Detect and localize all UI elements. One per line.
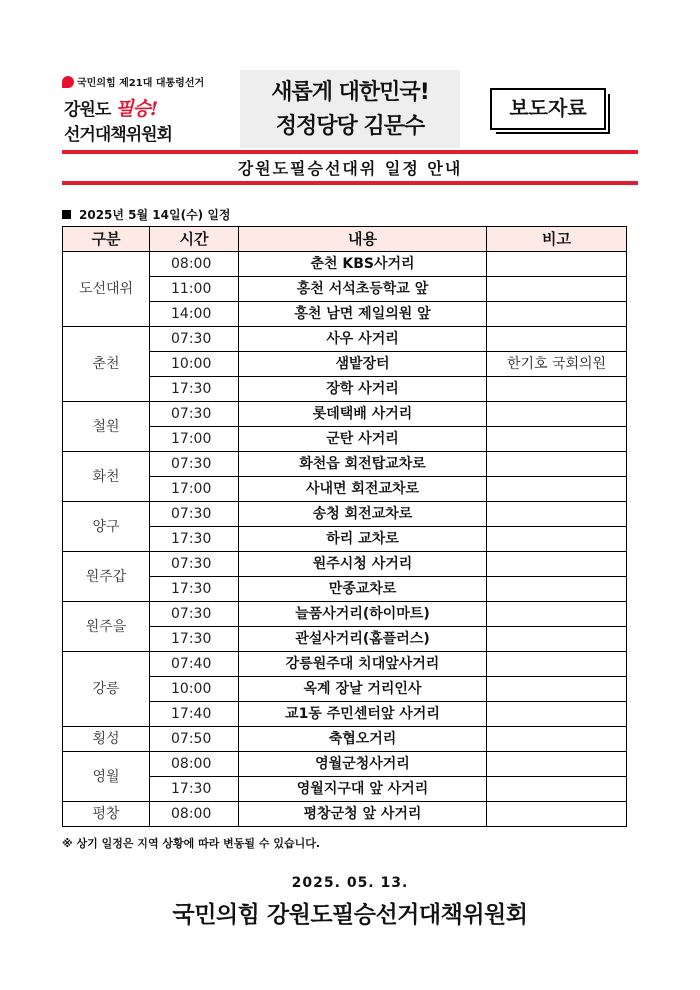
cell-time: 07:30 [150,502,239,527]
cell-note [487,802,627,827]
cell-content: 송청 회전교차로 [239,502,487,527]
cell-time: 17:40 [150,702,239,727]
cell-region: 횡성 [63,727,150,752]
cell-time: 17:30 [150,627,239,652]
table-row [63,502,627,527]
schedule-table [62,226,627,827]
cell-time: 10:00 [150,352,239,377]
cell-time: 07:30 [150,602,239,627]
cell-region: 영월 [63,752,150,802]
cell-time: 14:00 [150,302,239,327]
slogan-line2: 정정당당 김문수 [275,114,425,139]
cell-note [487,302,627,327]
cell-content: 홍천 남면 제일의원 앞 [239,302,487,327]
cell-content: 샘밭장터 [239,352,487,377]
table-row [63,802,627,827]
cell-region: 양구 [63,502,150,552]
column-header-time: 시간 [150,227,239,252]
cell-note [487,552,627,577]
logo-line1: 국민의힘 제21대 대통령선거 [77,78,205,89]
cell-note [487,252,627,277]
cell-note [487,652,627,677]
cell-content: 평창군청 앞 사거리 [239,802,487,827]
cell-note [487,477,627,502]
cell-content: 사우 사거리 [239,327,487,352]
cell-note [487,752,627,777]
cell-content: 군탄 사거리 [239,427,487,452]
table-row [63,602,627,627]
logo-line2-region: 강원도 [64,100,111,120]
cell-time: 10:00 [150,677,239,702]
cell-content: 원주시청 사거리 [239,552,487,577]
document-header [62,70,642,148]
logo-line2-slogan: 필승! [115,98,158,120]
table-row [63,327,627,352]
table-header-row [63,227,627,252]
cell-note [487,777,627,802]
cell-content: 홍천 서석초등학교 앞 [239,277,487,302]
cell-content: 춘천 KBS사거리 [239,252,487,277]
cell-region: 도선대위 [63,252,150,327]
cell-note [487,402,627,427]
column-header-region: 구분 [63,227,150,252]
cell-time: 07:30 [150,327,239,352]
cell-time: 17:30 [150,527,239,552]
cell-time: 08:00 [150,752,239,777]
cell-time: 17:30 [150,577,239,602]
organization-name: 국민의힘 강원도필승선거대책위원회 [172,902,528,928]
campaign-slogan [240,70,460,148]
table-row [63,402,627,427]
cell-region: 철원 [63,402,150,452]
cell-region: 원주갑 [63,552,150,602]
schedule-date-text: 2025년 5월 14일(수) 일정 [79,208,231,222]
cell-time: 17:00 [150,427,239,452]
cell-time: 17:00 [150,477,239,502]
cell-note [487,502,627,527]
cell-content: 하리 교차로 [239,527,487,552]
cell-time: 07:30 [150,552,239,577]
cell-content: 축협오거리 [239,727,487,752]
cell-note [487,702,627,727]
cell-time: 07:30 [150,402,239,427]
cell-time: 07:50 [150,727,239,752]
title-divider [62,181,638,185]
cell-region: 평창 [63,802,150,827]
party-logo [62,72,242,146]
column-header-note: 비고 [487,227,627,252]
schedule-table-body [63,252,627,827]
cell-note [487,577,627,602]
cell-content: 교1동 주민센터앞 사거리 [239,702,487,727]
cell-content: 늘품사거리(하이마트) [239,602,487,627]
cell-note [487,452,627,477]
cell-note [487,727,627,752]
slogan-line1: 새롭게 대한민국! [271,80,429,105]
cell-content: 롯데택배 사거리 [239,402,487,427]
square-bullet-icon [62,210,71,219]
cell-content: 화천읍 회전탑교차로 [239,452,487,477]
footnote: ※ 상기 일정은 지역 상황에 따라 변동될 수 있습니다. [62,837,321,850]
cell-time: 08:00 [150,802,239,827]
press-release-label: 보도자료 [490,88,606,130]
cell-region: 원주을 [63,602,150,652]
cell-content: 영월지구대 앞 사거리 [239,777,487,802]
document-title: 강원도필승선대위 일정 안내 [237,159,463,178]
cell-content: 강릉원주대 치대앞사거리 [239,652,487,677]
cell-content: 장학 사거리 [239,377,487,402]
cell-time: 07:30 [150,452,239,477]
cell-region: 춘천 [63,327,150,402]
cell-content: 관설사거리(홈플러스) [239,627,487,652]
cell-region: 강릉 [63,652,150,727]
cell-content: 옥계 장날 거리인사 [239,677,487,702]
cell-content: 만종교차로 [239,577,487,602]
table-row [63,752,627,777]
party-mark-icon [62,76,74,88]
table-row [63,552,627,577]
cell-note [487,677,627,702]
table-row [63,652,627,677]
cell-content: 영월군청사거리 [239,752,487,777]
table-row [63,452,627,477]
cell-time: 11:00 [150,277,239,302]
cell-note [487,427,627,452]
cell-note [487,327,627,352]
publication-date: 2025. 05. 13. [291,875,409,891]
schedule-date [62,206,231,223]
table-row [63,252,627,277]
logo-line3: 선거대책위원회 [64,125,172,145]
cell-region: 화천 [63,452,150,502]
table-row [63,727,627,752]
cell-note [487,602,627,627]
cell-time: 08:00 [150,252,239,277]
column-header-content: 내용 [239,227,487,252]
cell-note [487,377,627,402]
cell-note [487,627,627,652]
cell-time: 17:30 [150,377,239,402]
cell-note [487,527,627,552]
cell-note [487,277,627,302]
cell-time: 17:30 [150,777,239,802]
cell-content: 사내면 회전교차로 [239,477,487,502]
cell-note: 한기호 국회의원 [487,352,627,377]
cell-time: 07:40 [150,652,239,677]
top-divider [62,150,638,154]
